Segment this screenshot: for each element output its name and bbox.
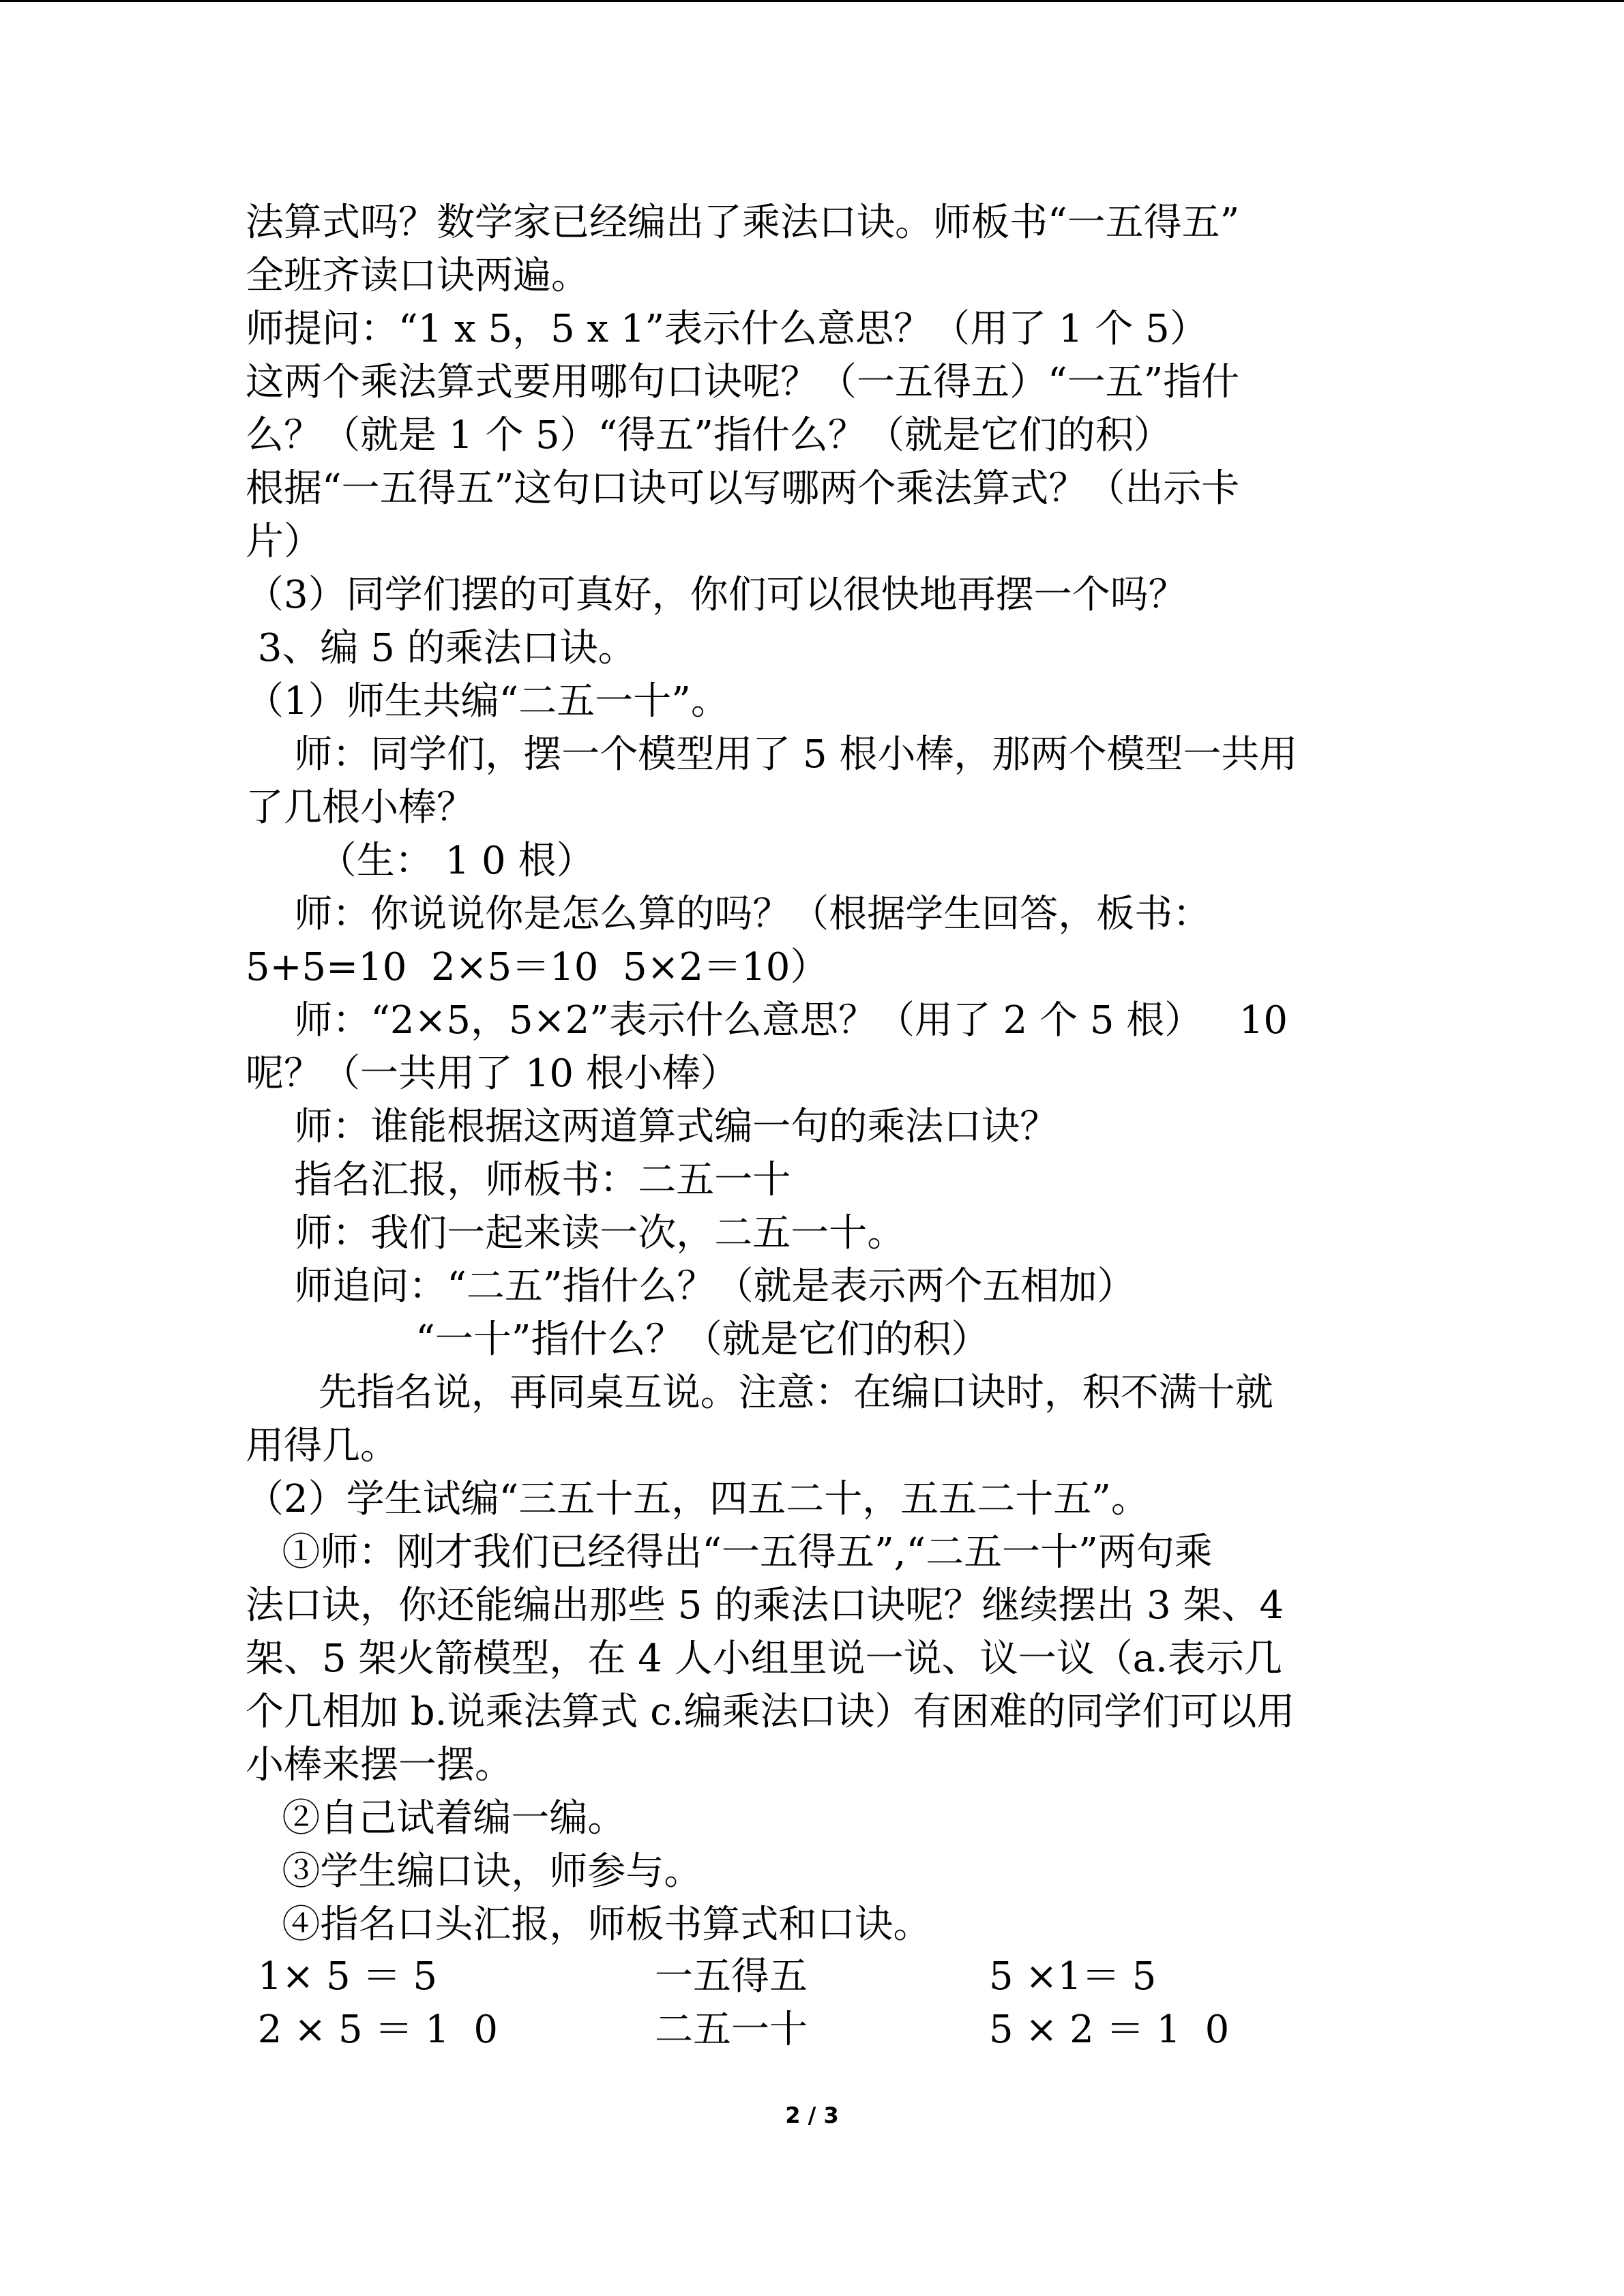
text-line: 用得几。 [246,1424,398,1468]
text-line: （生： 1 0 根） [246,839,595,883]
text-line: ④指名口头汇报，师板书算式和口诀。 [246,1903,932,1947]
text-line: ②自己试着编一编。 [246,1796,626,1840]
text-line: ③学生编口诀，师参与。 [246,1849,703,1894]
multiplication-table [246,1950,1378,2057]
text-line: 小棒来摆一摆。 [246,1743,513,1787]
text-line: 架、5 架火箭模型，在 4 人小组里说一说、议一议（a.表示几 [246,1637,1282,1681]
rhyme-cell: 一五得五 [655,1954,808,1999]
text-line: 5+5=10 2×5＝10 5×2＝10） [246,945,829,989]
text-line: 法口诀，你还能编出那些 5 的乘法口诀呢？继续摆出 3 架、4 [246,1583,1284,1628]
text-line: 这两个乘法算式要用哪句口诀呢？（一五得五）“一五”指什 [246,360,1240,404]
equation-cell: 2 × 5 ＝ 1 0 [246,2008,499,2052]
text-line: 根据“一五得五”这句口诀可以写哪两个乘法算式？（出示卡 [246,466,1240,511]
text-line: 师：同学们，摆一个模型用了 5 根小棒，那两个模型一共用 [246,732,1298,777]
table-row [246,2003,1378,2057]
equation-cell: 5 × 2 ＝ 1 0 [989,2008,1230,2052]
text-line: 法算式吗？数学家已经编出了乘法口诀。师板书“一五得五” [246,200,1240,245]
table-row [246,1950,1378,2003]
text-line: 师提问：“1 x 5，5 x 1”表示什么意思？（用了 1 个 5） [246,307,1208,351]
text-line: 了几根小棒？ [246,786,475,830]
text-line: 3、编 5 的乘法口诀。 [246,626,636,670]
text-line: 全班齐读口诀两遍。 [246,254,589,298]
equation-cell: 1× 5 ＝ 5 [246,1954,438,1999]
text-line: 师：你说说你是怎么算的吗？（根据学生回答，板书： [246,892,1211,936]
text-line: 片） [246,520,322,564]
text-line: 个几相加 b.说乘法算式 c.编乘法口诀）有困难的同学们可以用 [246,1690,1295,1734]
text-line: ①师：刚才我们已经得出“一五得五”,“二五一十”两句乘 [246,1530,1213,1575]
text-line: 指名汇报，师板书：二五一十 [246,1158,791,1202]
equation-cell: 5 ×1＝ 5 [989,1954,1157,1999]
document-body [246,196,1378,1952]
text-line: 师：谁能根据这两道算式编一句的乘法口诀？ [246,1105,1059,1149]
text-line: 先指名说，再同桌互说。注意：在编口诀时，积不满十就 [246,1371,1273,1415]
text-line: （1）师生共编“二五一十”。 [246,679,729,724]
text-line: 么？（就是 1 个 5）“得五”指什么？（就是它们的积） [246,413,1172,458]
text-line: 师：我们一起来读一次，二五一十。 [246,1211,906,1255]
text-line: 呢？（一共用了 10 根小棒） [246,1052,739,1096]
text-line: 师追问：“二五”指什么？（就是表示两个五相加） [246,1264,1136,1309]
text-line: （3）同学们摆的可真好，你们可以很快地再摆一个吗？ [246,573,1187,617]
text-line: 师：“2×5，5×2”表示什么意思？（用了 2 个 5 根） 10 [246,998,1288,1043]
rhyme-cell: 二五一十 [655,2008,808,2052]
text-line: “一十”指什么？（就是它们的积） [246,1317,990,1362]
text-line: （2）学生试编“三五十五，四五二十，五五二十五”。 [246,1477,1149,1521]
page-number: 2 / 3 [785,2102,839,2128]
top-border-line [0,0,1624,2]
